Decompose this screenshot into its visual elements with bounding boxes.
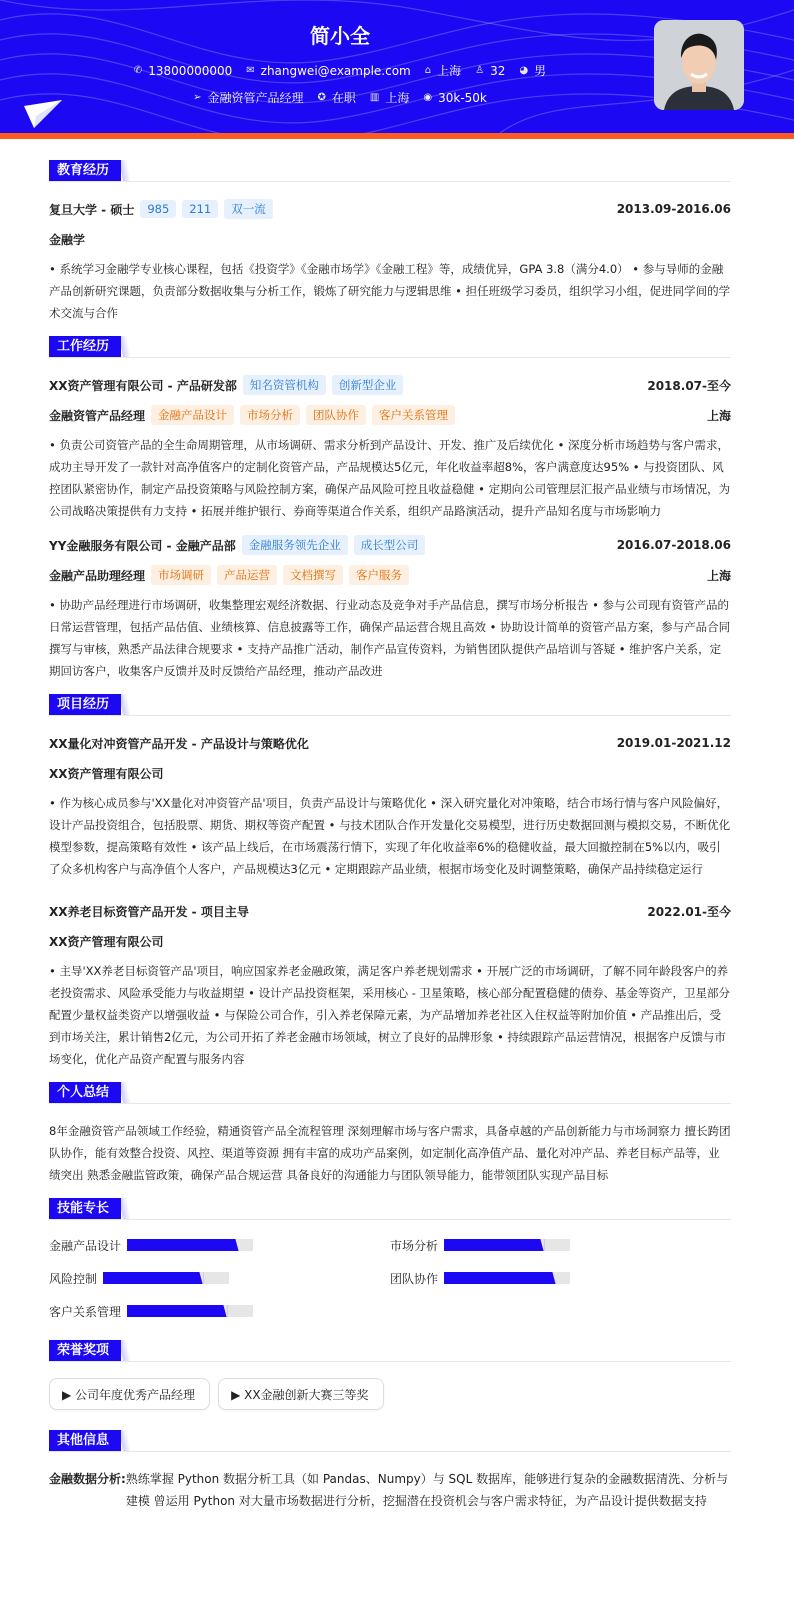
skill-bar-fill (127, 1305, 228, 1317)
tag: 金融服务领先企业 (242, 535, 348, 555)
city: 上海 (706, 568, 731, 583)
date: 2019.01-2021.12 (616, 736, 731, 750)
skill-bar (103, 1272, 229, 1284)
skill-item (390, 1236, 731, 1254)
skill-name: 团队协作 (390, 1271, 439, 1286)
skill-bar-fill (127, 1239, 240, 1251)
skill-bar-fill (444, 1239, 545, 1251)
other-text: 熟练掌握 Python 数据分析工具（如 Pandas、Numpy）与 SQL 数据库，能够进行复杂的金融数据清洗、分析与建模 曾运用 Python 对大量市场数据进行分析，挖掘潜在投资机会与客户需求特征，为产品设计提供数据支持 (125, 1472, 729, 1508)
skill-tag: 文档撰写 (283, 565, 343, 585)
company: YY金融服务有限公司 - 金融产品部 (49, 538, 236, 553)
gender: 男 (534, 64, 547, 78)
send-icon: ➢ (193, 92, 202, 103)
award-item (49, 1378, 210, 1410)
job-status: 在职 (331, 91, 356, 105)
skill-tag: 客户关系管理 (372, 405, 455, 425)
cake-icon: ♙ (475, 65, 485, 76)
award-item (218, 1378, 384, 1410)
skill-tag: 金融产品设计 (151, 405, 234, 425)
salary: 30k-50k (438, 90, 487, 105)
skill-item (49, 1269, 390, 1287)
project-company: XX资产管理有限公司 (49, 934, 164, 949)
award-label: XX金融创新大赛三等奖 (244, 1388, 369, 1402)
status-icon: ✪ (317, 92, 326, 103)
skill-name: 市场分析 (390, 1238, 439, 1253)
paper-plane-icon (22, 100, 64, 130)
skill-name: 风险控制 (49, 1271, 98, 1286)
other-label: 金融数据分析: (49, 1472, 126, 1486)
role: 金融产品助理经理 (49, 568, 146, 583)
date: 2013.09-2016.06 (616, 202, 731, 216)
tag: 知名资管机构 (243, 375, 326, 395)
skill-item (49, 1302, 390, 1320)
email-icon: ✉ (246, 65, 255, 76)
project-company: XX资产管理有限公司 (49, 766, 164, 781)
phone-icon: ✆ (133, 65, 143, 76)
skill-bar (444, 1272, 570, 1284)
role: 金融资管产品经理 (49, 408, 146, 423)
candidate-name: 简小全 (310, 24, 370, 48)
resume-header (0, 0, 794, 133)
section-projects (49, 694, 731, 716)
skill-name: 金融产品设计 (49, 1238, 122, 1253)
project-desc: • 主导'XX养老目标资管产品'项目，响应国家养老金融政策，满足客户养老规划需求 • 开展广泛的市场调研，了解不同年龄段客户的养老投资需求、风险承受能力与收益期望 • 设计产品投资框架，采用核心 - 卫星策略，核心部分配置稳健的债券、基金等资产，卫星部分配置少量权益类资产以增强收益 • 与保险公司合作，引入养老保障元素，为产品增加养老社区入住权益等附加价值 • 产品推出后，受到市场关注，累计销售2亿元，为公司开拓了养老金融市场领域，树立了良好的品牌形象 • 持续跟踪产品运营情况，根据客户反馈与市场变化，优化产品资产配置与服务内容 (49, 964, 731, 1066)
section-title: 教育经历 (49, 160, 121, 181)
date: 2022.01-至今 (647, 904, 731, 919)
avatar (654, 20, 744, 110)
phone: 13800000000 (148, 63, 233, 78)
tag: 双一流 (224, 199, 273, 219)
home-icon: ⌂ (424, 65, 432, 76)
project-title: XX量化对冲资管产品开发 - 产品设计与策略优化 (49, 736, 309, 751)
building-icon: ▥ (369, 92, 380, 103)
date: 2016.07-2018.06 (616, 538, 731, 552)
section-title: 工作经历 (49, 336, 121, 357)
skill-tag: 团队协作 (306, 405, 366, 425)
location: 上海 (437, 64, 462, 78)
email: zhangwei@example.com (260, 63, 411, 78)
section-summary (49, 1082, 731, 1104)
major: 金融学 (49, 232, 86, 247)
section-title: 其他信息 (49, 1430, 121, 1451)
skill-bar (127, 1305, 253, 1317)
triangle-icon: ▶ (62, 1388, 76, 1402)
skill-tag: 市场调研 (151, 565, 211, 585)
project-desc: • 作为核心成员参与'XX量化对冲资管产品'项目，负责产品设计与策略优化 • 深入研究量化对冲策略，结合市场行情与客户风险偏好，设计产品投资组合，包括股票、期货、期权等资产配置 • 与技术团队合作开发量化交易模型，进行历史数据回测与模拟交易，不断优化模型参数，提高策略有效性 • 该产品上线后，在市场震荡行情下，实现了年化收益率6%的稳健收益，最大回撤控制在5%以内，吸引了众多机构客户与高净值个人客户，产品规模达3亿元 • 定期跟踪产品业绩，根据市场变化及时调整策略，确保产品持续稳定运行 (49, 796, 731, 876)
tag: 创新型企业 (332, 375, 404, 395)
project-title: XX养老目标资管产品开发 - 项目主导 (49, 904, 249, 919)
education-desc: • 系统学习金融学专业核心课程，包括《投资学》《金融市场学》《金融工程》等，成绩优异，GPA 3.8（满分4.0） • 参与导师的金融产品创新研究课题，负责部分数据收集与分析工作，锻炼了研究能力与逻辑思维 • 担任班级学习委员，组织学习小组，促进同学间的学术交流与合作 (49, 262, 731, 320)
skill-name: 客户关系管理 (49, 1304, 122, 1319)
city: 上海 (706, 408, 731, 423)
skill-bar-fill (103, 1272, 204, 1284)
summary-text: 8年金融资管产品领域工作经验，精通资管产品全流程管理 深刻理解市场与客户需求，具备卓越的产品创新能力与市场洞察力 擅长跨团队协作，能有效整合投资、风控、渠道等资源 拥有丰富的成功产品案例，如定制化高净值产品、量化对冲产品、养老目标产品等，业绩突出 熟悉金融监管政策，确保产品合规运营 具备良好的沟通能力与团队领导能力，能带领团队实现产品目标 (49, 1124, 731, 1182)
date: 2018.07-至今 (647, 378, 731, 393)
company: XX资产管理有限公司 - 产品研发部 (49, 378, 237, 393)
section-other (49, 1430, 731, 1452)
skill-bar (127, 1239, 253, 1251)
section-title: 荣誉奖项 (49, 1340, 121, 1361)
job-target: 金融资管产品经理 (207, 91, 304, 105)
section-title: 项目经历 (49, 694, 121, 715)
accent-bar (0, 133, 794, 139)
skill-item (49, 1236, 390, 1254)
tag: 成长型公司 (354, 535, 426, 555)
tag: 985 (140, 200, 176, 218)
award-label: 公司年度优秀产品经理 (75, 1388, 196, 1402)
gender-icon: ◕ (519, 65, 529, 76)
age: 32 (490, 63, 506, 78)
triangle-icon: ▶ (231, 1388, 245, 1402)
skill-bar (444, 1239, 570, 1251)
target-city: 上海 (385, 91, 410, 105)
skill-bar-fill (444, 1272, 557, 1284)
skill-item (390, 1269, 731, 1287)
section-education (49, 160, 731, 182)
skill-tag: 市场分析 (240, 405, 300, 425)
school: 复旦大学 - 硕士 (49, 202, 135, 217)
skill-tag: 产品运营 (217, 565, 277, 585)
skill-tag: 客户服务 (349, 565, 409, 585)
section-skills (49, 1198, 731, 1220)
section-title: 技能专长 (49, 1198, 121, 1219)
section-title: 个人总结 (49, 1082, 121, 1103)
work-desc: • 协助产品经理进行市场调研，收集整理宏观经济数据、行业动态及竞争对手产品信息，撰写市场分析报告 • 参与公司现有资管产品的日常运营管理，包括产品估值、业绩核算、信息披露等工作，确保产品运营合规且高效 • 协助设计简单的资管产品方案，参与产品合同撰写与审核，熟悉产品法律合规要求 • 支持产品推广活动，制作产品宣传资料，为销售团队提供产品培训与答疑 • 维护客户关系，定期回访客户，收集客户反馈并及时反馈给产品经理，推动产品改进 (49, 598, 731, 678)
section-work (49, 336, 731, 358)
tag: 211 (182, 200, 218, 218)
work-desc: • 负责公司资管产品的全生命周期管理，从市场调研、需求分析到产品设计、开发、推广及后续优化 • 深度分析市场趋势与客户需求，成功主导开发了一款针对高净值客户的定制化资管产品，产品规模达5亿元，年化收益率超8%，客户满意度达95% • 与投资团队、风控团队紧密协作，制定产品投资策略与风险控制方案，确保产品风险可控且收益稳健 • 定期向公司管理层汇报产品业绩与市场情况，为公司战略决策提供有力支持 • 拓展并维护银行、券商等渠道合作关系，组织产品路演活动，提升产品知名度与市场影响力 (49, 438, 731, 518)
section-awards (49, 1340, 731, 1362)
salary-icon: ◉ (423, 92, 433, 103)
